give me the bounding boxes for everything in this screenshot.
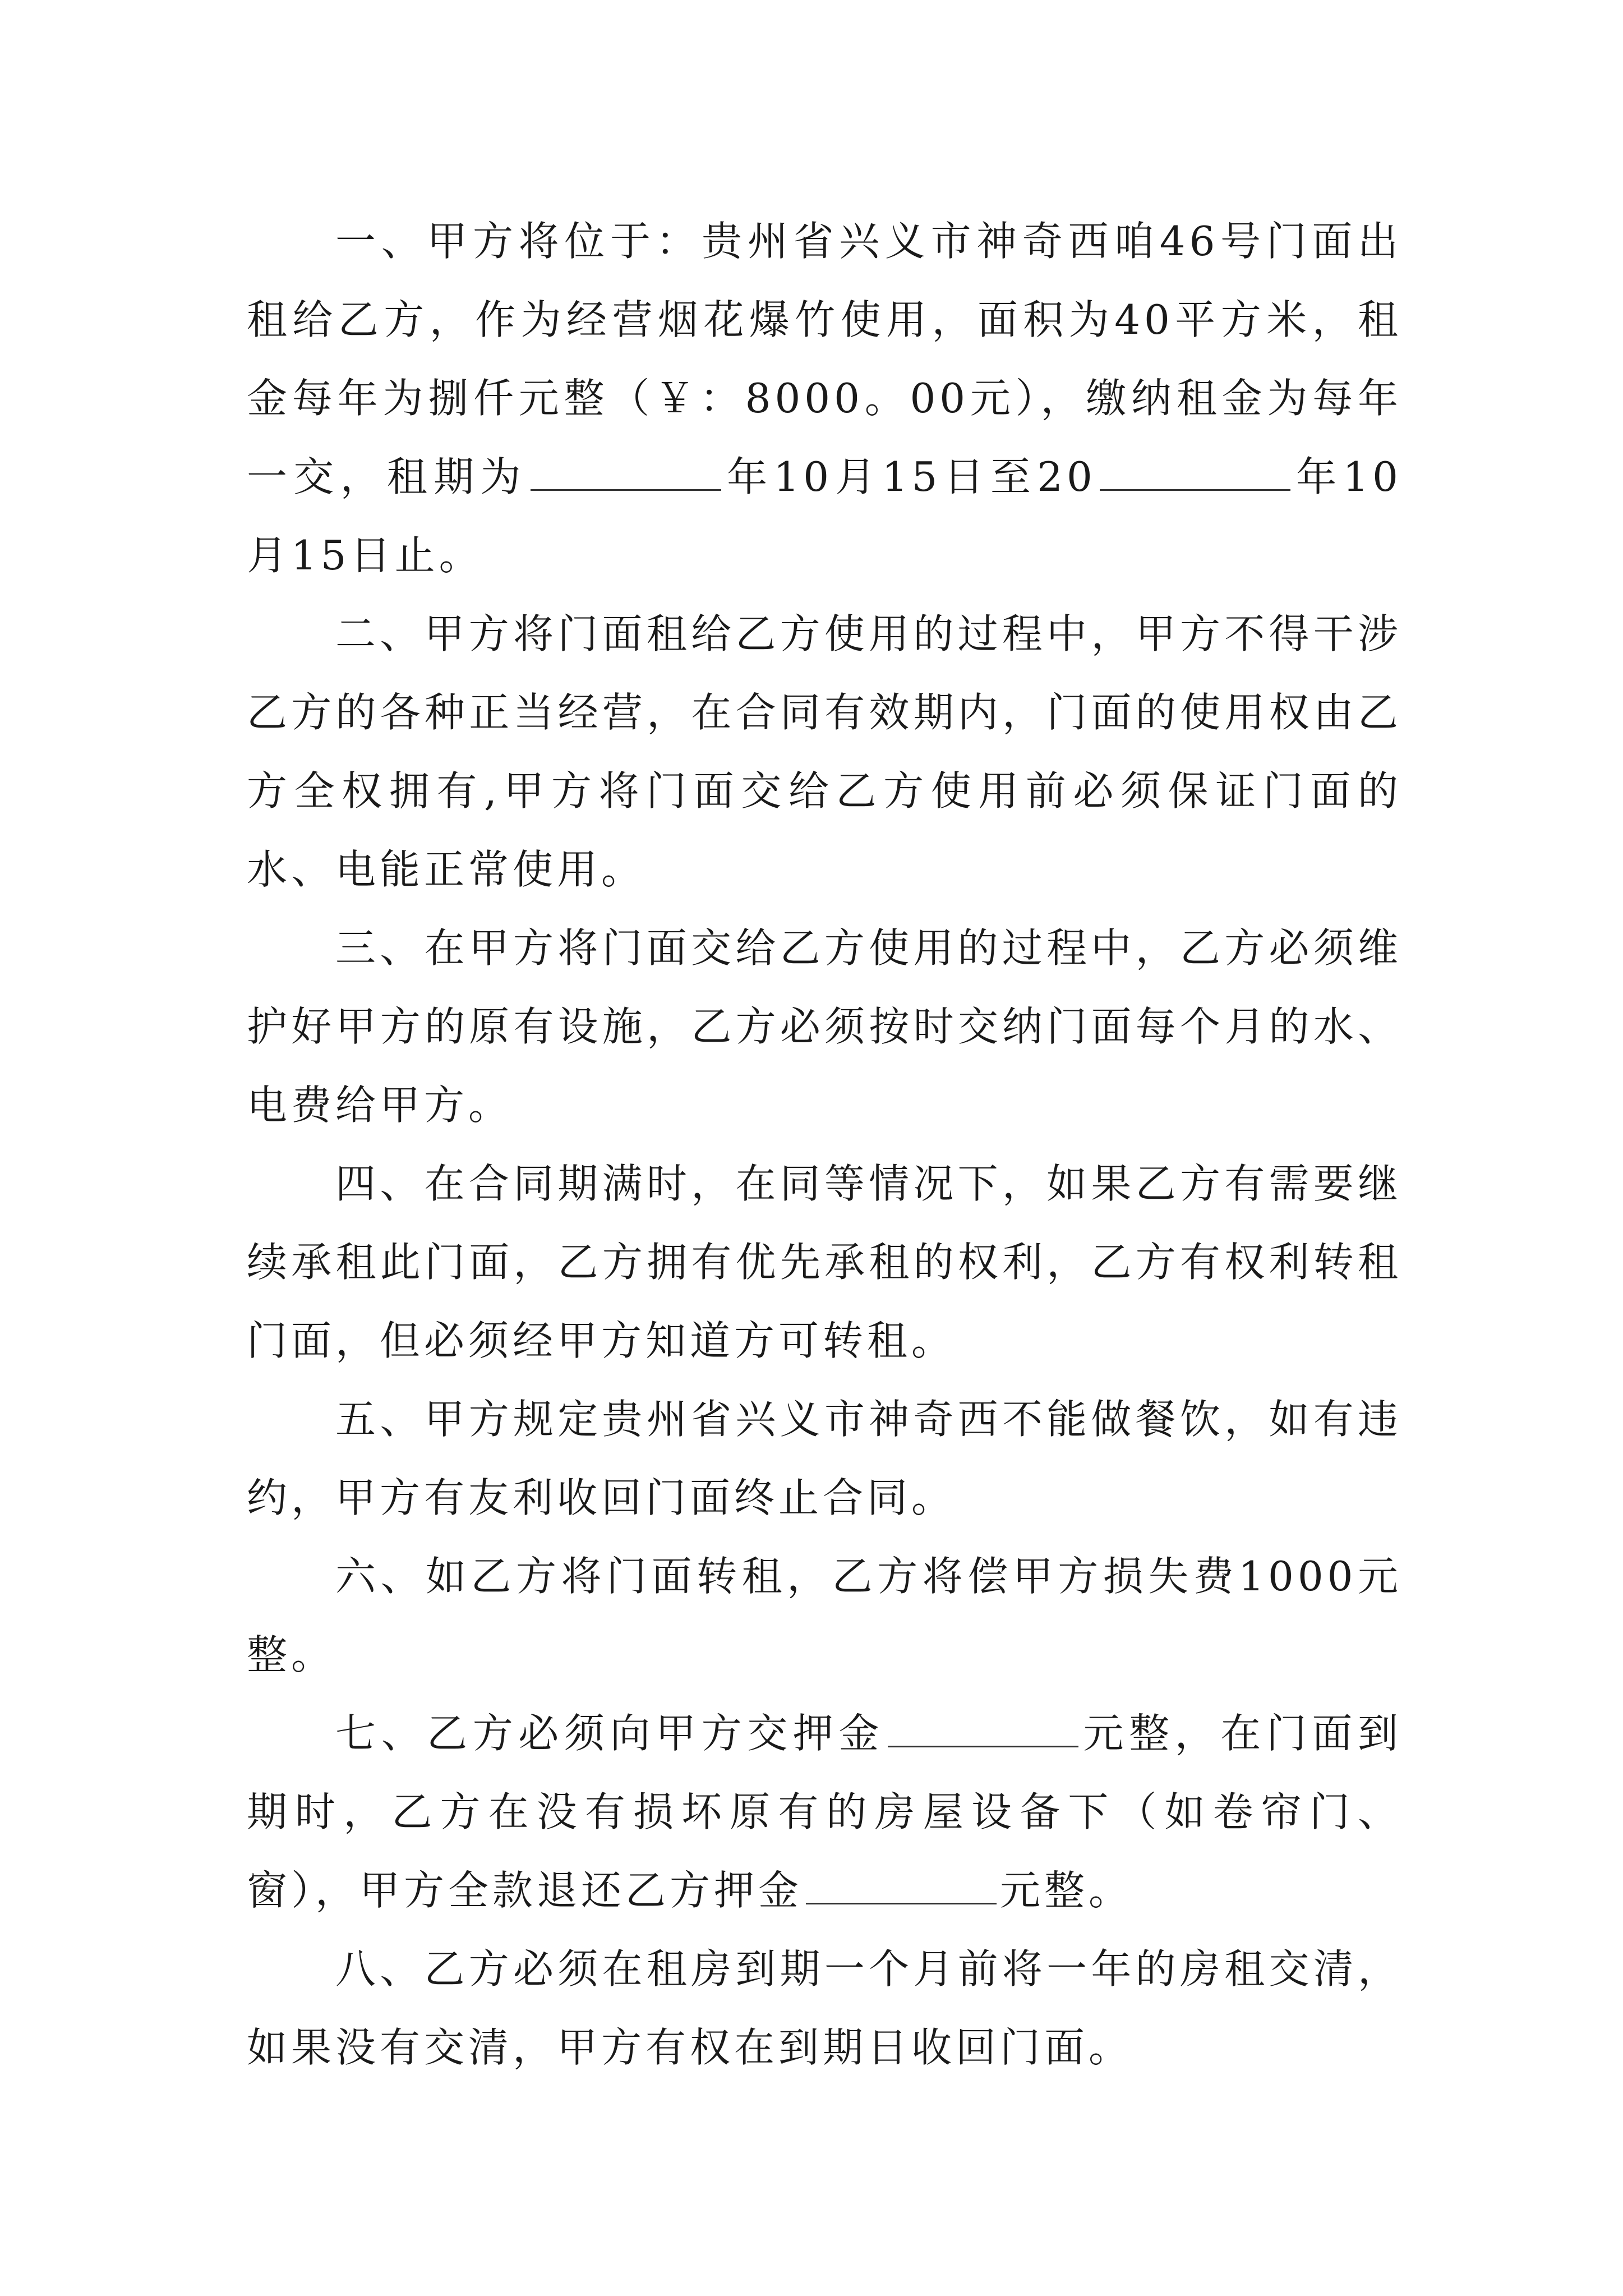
- clause-7-text-a: 七、乙方必须向甲方交押金: [335, 1710, 884, 1757]
- clause-5: [247, 1380, 1402, 1537]
- clause-7: [247, 1694, 1402, 1930]
- start-year-blank[interactable]: [531, 455, 721, 491]
- clause-3: [247, 909, 1402, 1144]
- clause-3-text: 三、在甲方将门面交给乙方使用的过程中，乙方必须维护好甲方的原有设施，乙方必须按时交纳门面每个月的水、电费给甲方。: [247, 924, 1402, 1129]
- clause-2: [247, 595, 1402, 909]
- clause-4-text: 四、在合同期满时，在同等情况下，如果乙方有需要继续承租此门面，乙方拥有优先承租的权利，乙方有权利转租门面，但必须经甲方知道方可转租。: [247, 1160, 1402, 1364]
- clause-1-text-a: 一、甲方将位于：贵州省兴义市神奇西咱46号门面出租给乙方，作为经营烟花爆竹使用，面积为40平方米，租金每年为捌仟元整（￥：8000。00元），缴纳租金为每年一交，租期为: [247, 218, 1402, 500]
- clause-7-text-c: 元整。: [1000, 1867, 1133, 1914]
- clause-7-text-b: 元整，在门面到期时，乙方在没有损坏原有的房屋设备下（如卷帘门、窗），甲方全款退还乙方押金: [247, 1710, 1402, 1914]
- clause-4: [247, 1144, 1402, 1380]
- clause-1: [247, 202, 1402, 595]
- clause-8: [247, 1930, 1402, 2087]
- deposit-amount-blank[interactable]: [888, 1712, 1078, 1747]
- clause-1-text-c: 年10月15日止。: [247, 453, 1402, 579]
- clause-1-text-b: 年10月15日至20: [724, 453, 1096, 500]
- clause-2-text: 二、甲方将门面租给乙方使用的过程中，甲方不得干涉乙方的各种正当经营，在合同有效期内，门面的使用权由乙方全权拥有,甲方将门面交给乙方使用前必须保证门面的水、电能正常使用。: [247, 610, 1402, 893]
- contract-page: [247, 202, 1402, 2087]
- clause-5-text: 五、甲方规定贵州省兴义市神奇西不能做餐饮，如有违约，甲方有友利收回门面终止合同。: [247, 1396, 1402, 1521]
- clause-8-text: 八、乙方必须在租房到期一个月前将一年的房租交清，如果没有交清，甲方有权在到期日收回门面。: [247, 1945, 1402, 2071]
- end-year-blank[interactable]: [1100, 455, 1290, 491]
- clause-6-text: 六、如乙方将门面转租，乙方将偿甲方损失费1000元整。: [247, 1553, 1402, 1678]
- clause-6: [247, 1537, 1402, 1694]
- refund-amount-blank[interactable]: [806, 1869, 997, 1904]
